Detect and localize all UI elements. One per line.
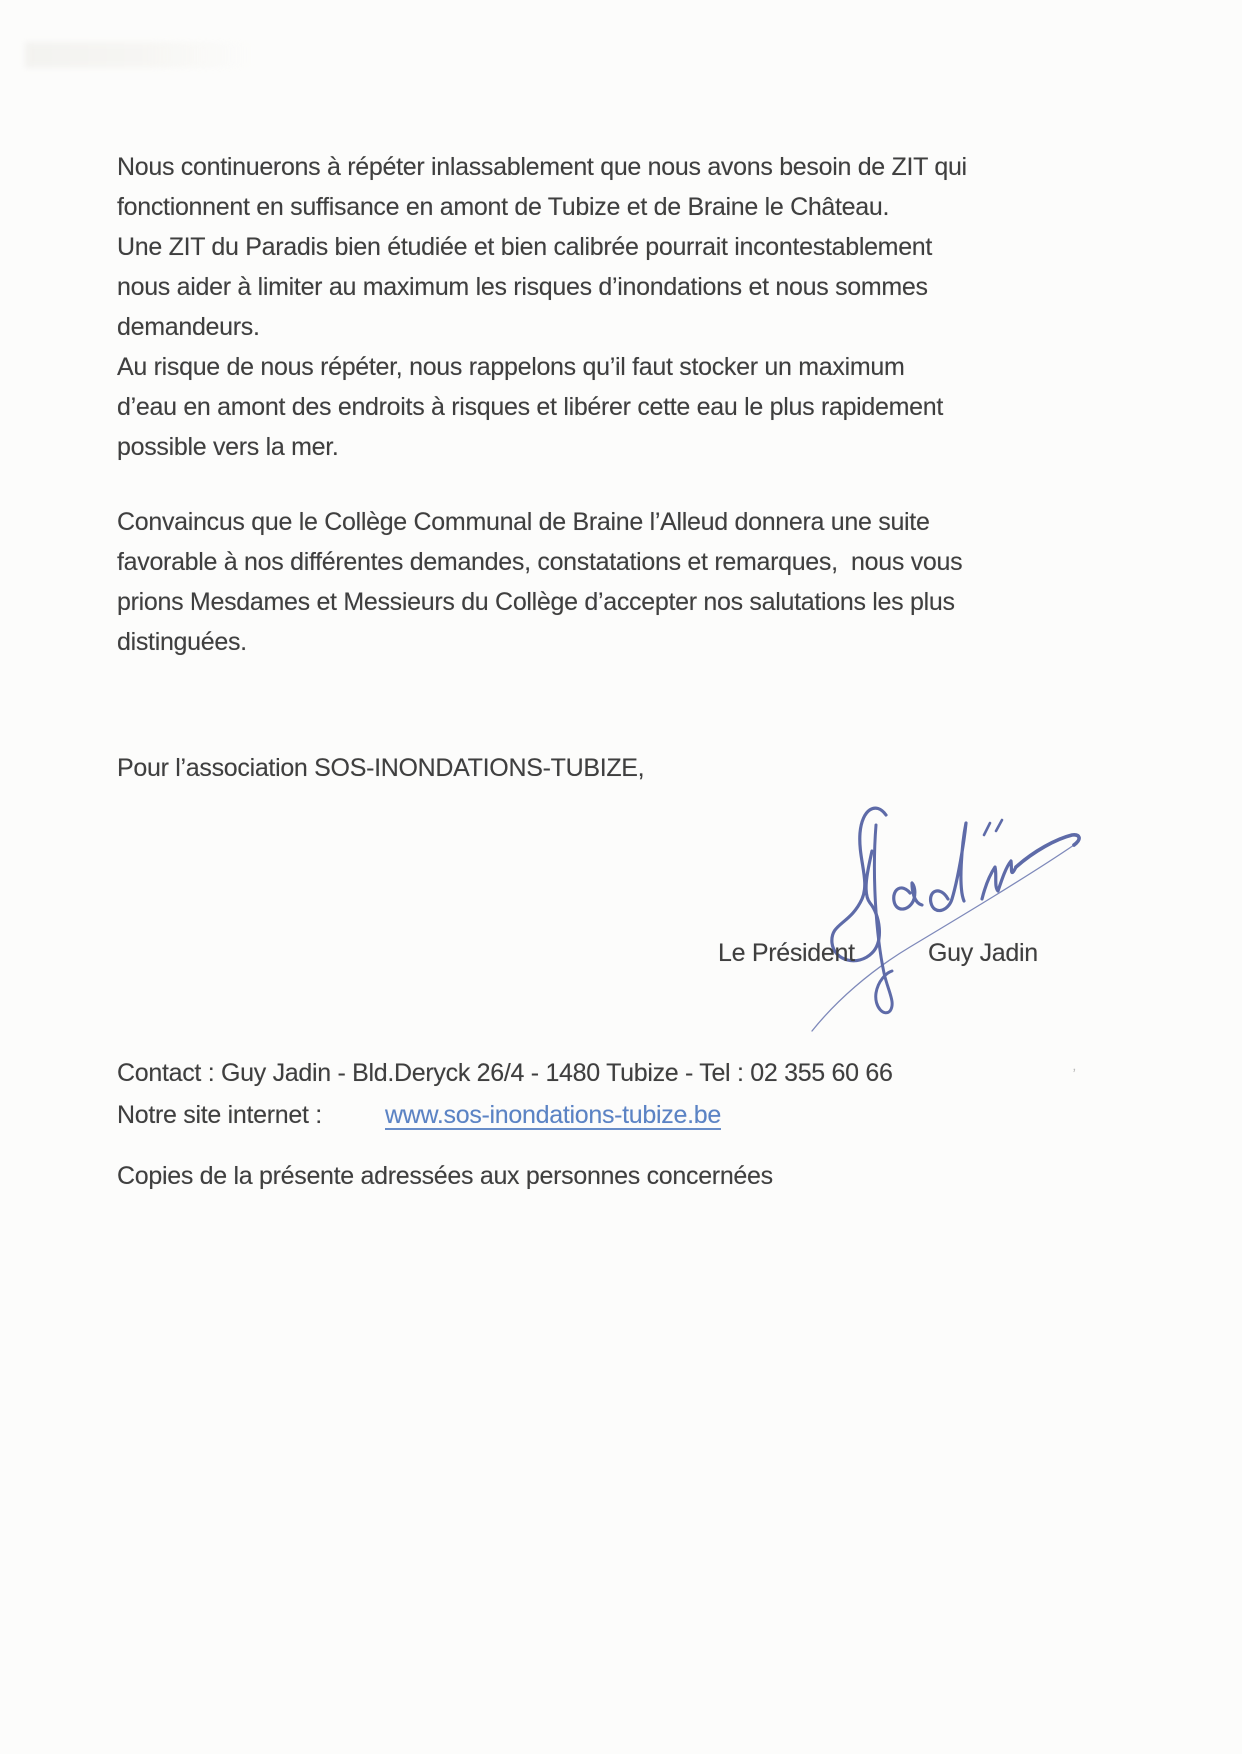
handwritten-signature-icon <box>700 795 1095 1045</box>
contact-line: Contact : Guy Jadin - Bld.Deryck 26/4 - 1480 Tubize - Tel : 02 355 60 66 <box>117 1059 893 1087</box>
signature-role-label: Le Président <box>718 939 855 967</box>
paragraph-line: Convaincus que le Collège Communal de Braine l’Alleud donnera une suite <box>117 508 930 536</box>
paragraph-line: Au risque de nous répéter, nous rappelons qu’il faut stocker un maximum <box>117 353 905 381</box>
paragraph-line: prions Mesdames et Messieurs du Collège d’accepter nos salutations les plus <box>117 588 955 616</box>
paragraph-line: favorable à nos différentes demandes, constatations et remarques, nous vous <box>117 548 963 576</box>
paragraph-line: Nous continuerons à répéter inlassablement que nous avons besoin de ZIT qui <box>117 153 967 181</box>
paragraph-line: d’eau en amont des endroits à risques et libérer cette eau le plus rapidement <box>117 393 944 421</box>
paragraph-line: distinguées. <box>117 628 247 656</box>
signature-name-label: Guy Jadin <box>928 939 1038 967</box>
closing-line: Pour l’association SOS-INONDATIONS-TUBIZE, <box>117 754 645 782</box>
paragraph-line: Une ZIT du Paradis bien étudiée et bien calibrée pourrait incontestablement <box>117 233 933 261</box>
paragraph-line: possible vers la mer. <box>117 433 339 461</box>
scanner-artifact-smudge <box>25 42 255 68</box>
body-paragraph-1 <box>117 147 967 467</box>
paragraph-line: nous aider à limiter au maximum les risques d’inondations et nous sommes <box>117 273 928 301</box>
website-link[interactable]: www.sos-inondations-tubize.be <box>385 1101 721 1129</box>
website-label: Notre site internet : <box>117 1101 322 1129</box>
paragraph-line: demandeurs. <box>117 313 260 341</box>
scanner-artifact-speck: ’ <box>1070 1065 1077 1084</box>
copies-note-line: Copies de la présente adressées aux personnes concernées <box>117 1162 773 1190</box>
body-paragraph-2 <box>117 502 962 662</box>
paragraph-line: fonctionnent en suffisance en amont de Tubize et de Braine le Château. <box>117 193 890 221</box>
